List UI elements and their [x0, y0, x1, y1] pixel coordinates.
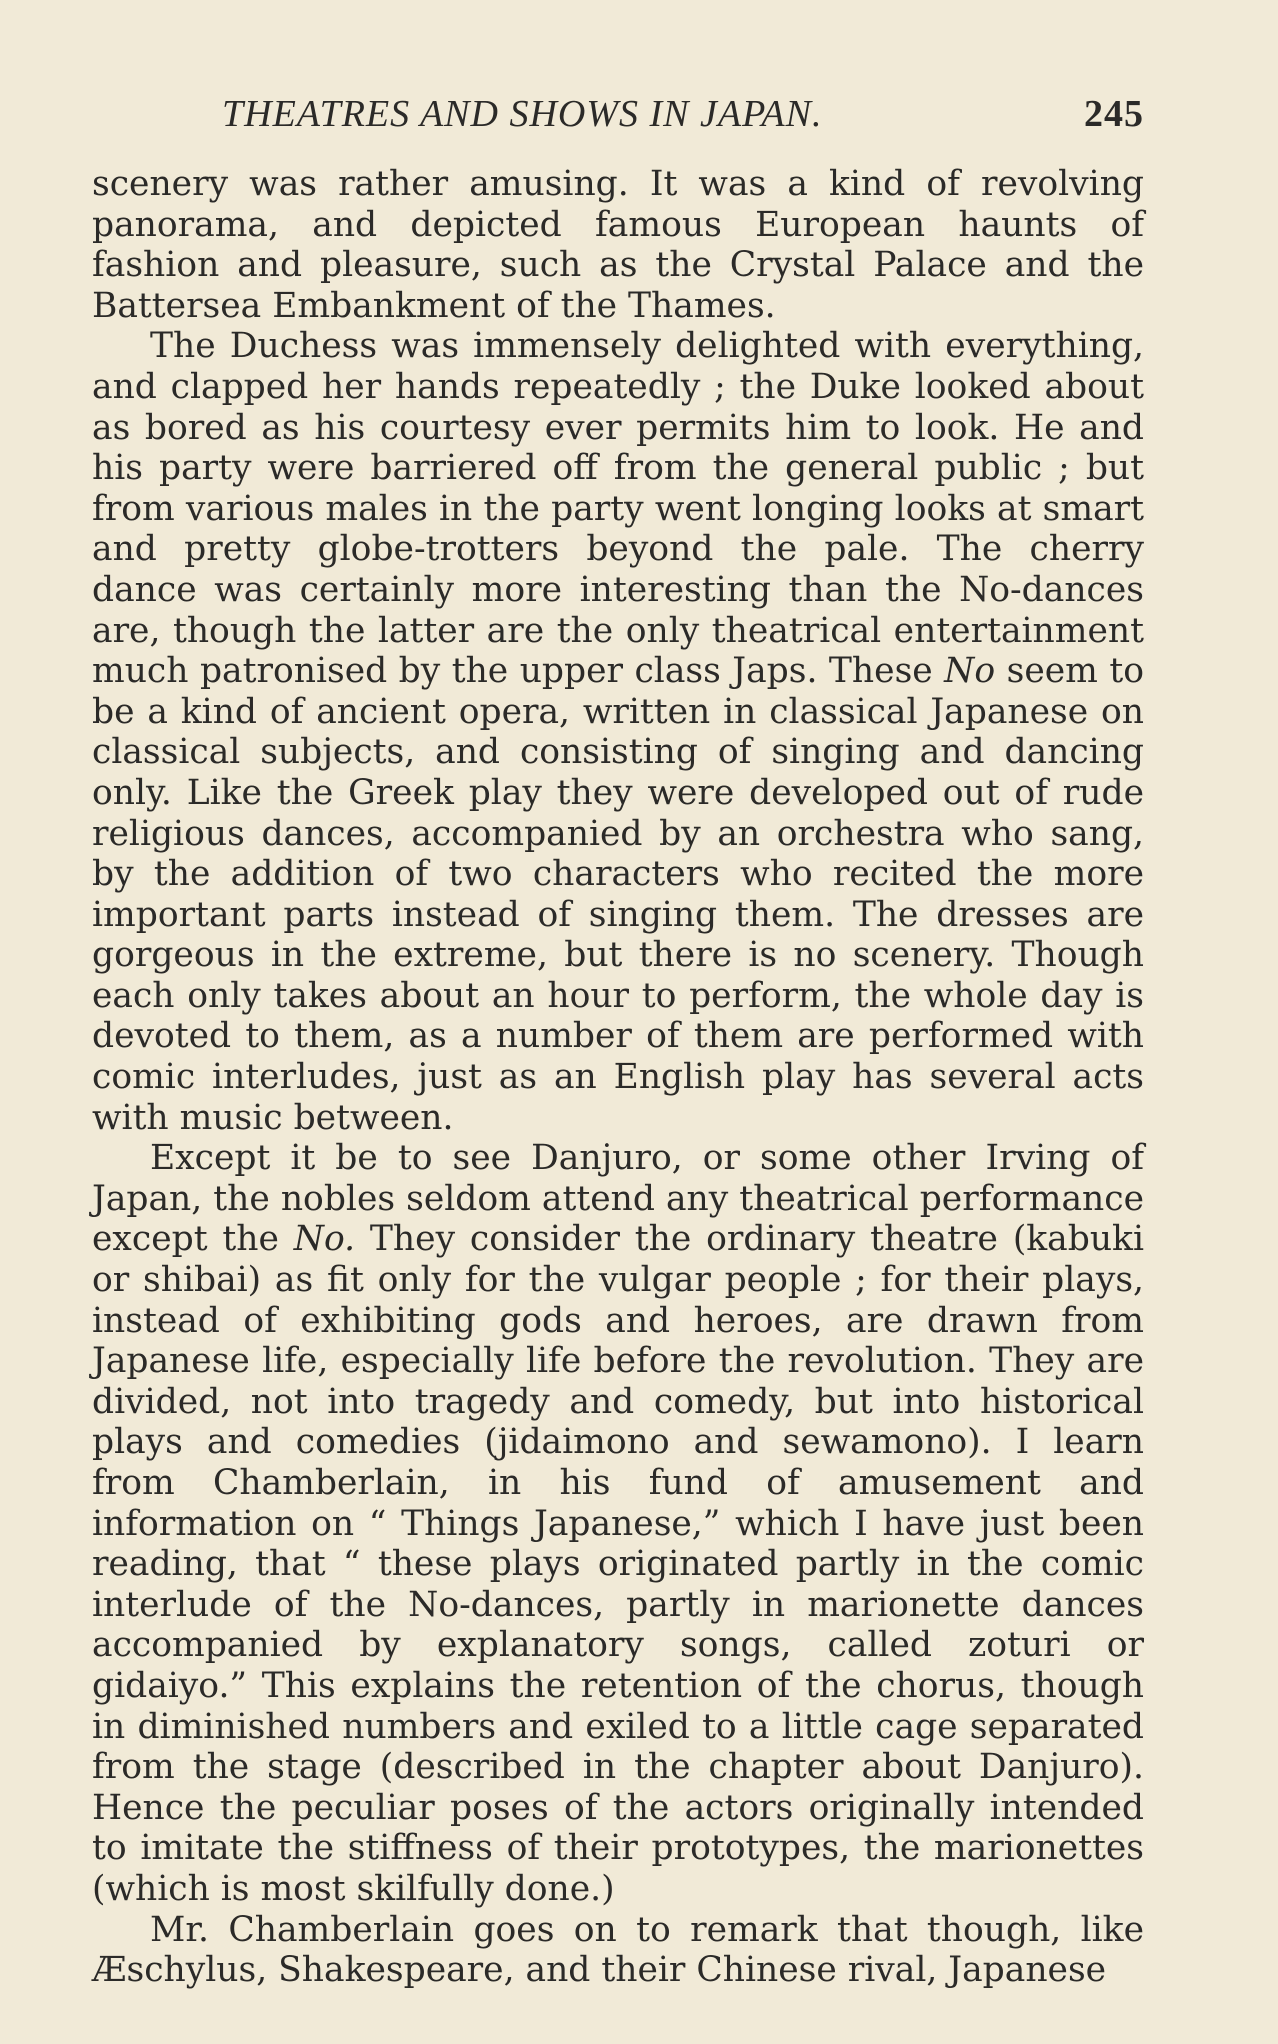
- paragraph-3: [92, 1138, 1144, 1909]
- running-title: THEATRES AND SHOWS IN JAPAN.: [222, 93, 823, 135]
- paragraph-2-italic-no: No: [944, 651, 996, 692]
- paragraph-4-text: Mr. Chamberlain goes on to remark that though, like Æschylus, Shakespeare, and their Chinese rival, Japanese: [92, 1909, 1144, 1991]
- running-header: [92, 92, 1144, 138]
- paragraph-2-text-1: The Duchess was immensely delighted with everything, and clapped her hands repeatedly ; the Duke looked about as bored as his courtesy ever permits him to look. He and his party were barriered off from the general public ; but from various males in the party went longing looks at smart and pretty globe-trotters beyond the pale. The cherry dance was certainly more interesting than the No-dances are, though the latter are the only theatrical entertainment much patronised by the upper class Japs. These: [92, 326, 1144, 692]
- paragraph-3-italic-no: No.: [293, 1219, 356, 1260]
- paragraph-1-text: scenery was rather amusing. It was a kind of revolving panorama, and depicted famous European haunts of fashion and pleasure, such as the Crystal Palace and the Battersea Embankment of the Thames.: [92, 164, 1144, 326]
- paragraph-2-text-2: seem to be a kind of ancient opera, written in classical Japanese on classical subjects, and consisting of singing and dancing only. Like the Greek play they were developed out of rude religious dances, accompanied by an orchestra who sang, by the addition of two characters who recited the more important parts instead of singing them. The dresses are gorgeous in the extreme, but there is no scenery. Though each only takes about an hour to perform, the whole day is devoted to them, as a number of them are performed with comic interludes, just as an English play has several acts with music between.: [92, 651, 1144, 1138]
- paragraph-3-text-2: They consider the ordinary theatre (kabuki or shibai) as fit only for the vulgar people ; for their plays, instead of exhibiting gods and heroes, are drawn from Japanese life, especially life before the revolution. They are divided, not into tragedy and comedy, but into historical plays and comedies (jidaimono and sewamono). I learn from Chamberlain, in his fund of amusement and information on “ Things Japanese,” which I have just been reading, that “ these plays originated partly in the comic interlude of the No-dances, partly in marionette dances accompanied by explanatory songs, called zoturi or gidaiyo.” This explains the retention of the chorus, though in diminished numbers and exiled to a little cage separated from the stage (described in the chapter about Danjuro). Hence the peculiar poses of the actors originally intended to imitate the stiffness of their prototypes, the marionettes (which is most skilfully done.): [92, 1219, 1144, 1909]
- paragraph-2: [92, 326, 1144, 1138]
- paragraph-4: [92, 1910, 1144, 1991]
- paragraph-3-text-1: Except it be to see Danjuro, or some other Irving of Japan, the nobles seldom attend any theatrical performance except the: [92, 1138, 1144, 1260]
- body-text: [92, 164, 1144, 1991]
- page-number: 245: [1084, 93, 1144, 135]
- paragraph-1: [92, 164, 1144, 326]
